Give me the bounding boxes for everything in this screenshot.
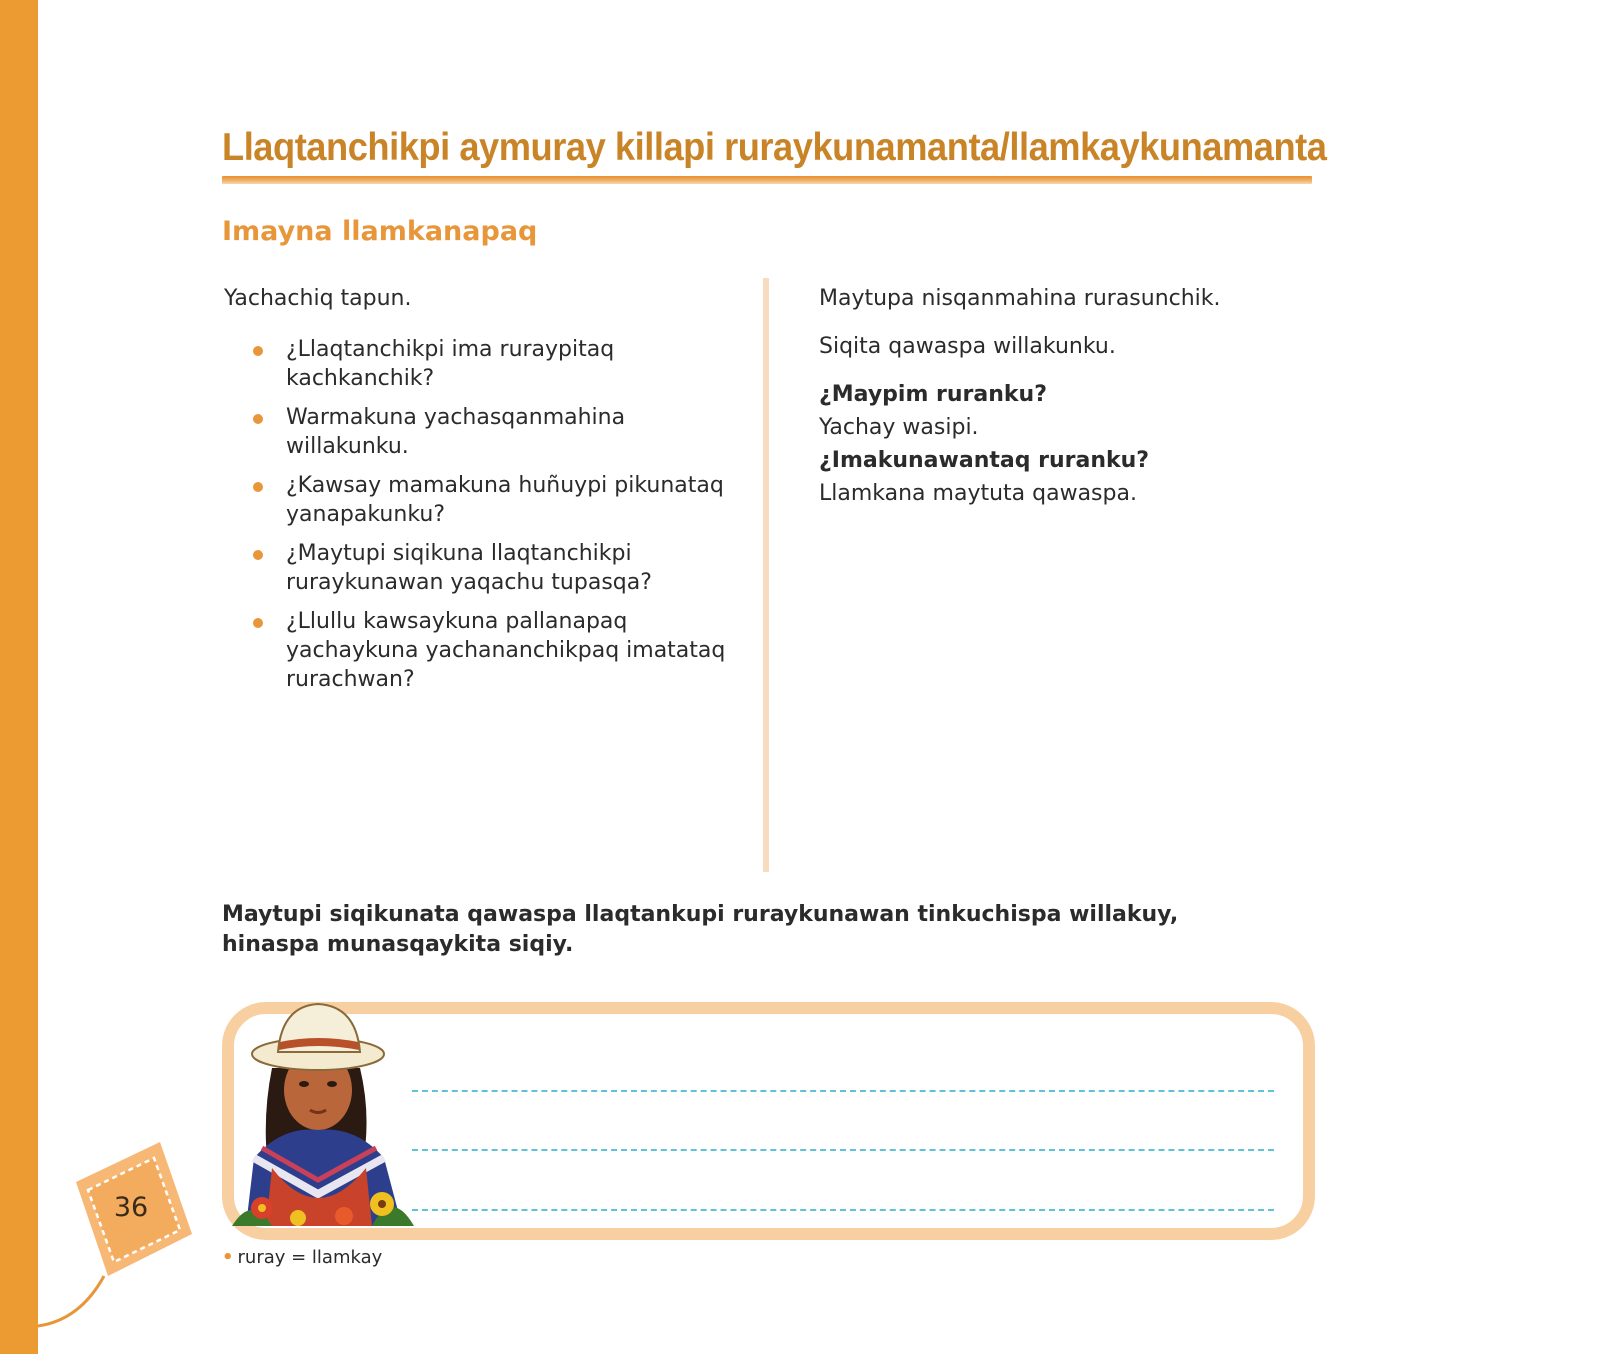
question-text: ¿Llaqtanchikpi ima ruraypitaq kachkanchik? [286, 337, 615, 391]
bullet-icon [253, 482, 263, 492]
intro-text: Yachachiq tapun. [224, 286, 412, 311]
answer-text: Yachay wasipi. [819, 415, 979, 440]
title-underline [222, 176, 1312, 184]
page-title: Llaqtanchikpi aymuray killapi ruraykunamanta/llamkaykunamanta [222, 126, 1327, 169]
list-item [286, 403, 744, 461]
section-subtitle: Imayna llamkanapaq [222, 216, 538, 247]
question-heading: ¿Maypim ruranku? [819, 382, 1047, 407]
right-paragraph: Maytupa nisqanmahina rurasunchik. [819, 286, 1221, 311]
answer-text: Llamkana maytuta qawaspa. [819, 481, 1137, 506]
list-item [286, 539, 744, 597]
writing-line[interactable] [412, 1149, 1274, 1151]
right-paragraph: Siqita qawaspa willakunku. [819, 334, 1116, 359]
bullet-icon [253, 346, 263, 356]
writing-line[interactable] [412, 1209, 1274, 1211]
left-column [224, 284, 744, 704]
question-heading: ¿Imakunawantaq ruranku? [819, 448, 1150, 473]
bullet-icon [253, 618, 263, 628]
question-text: ¿Maytupi siqikuna llaqtanchikpi ruraykunawan yaqachu tupasqa? [286, 541, 652, 595]
question-text: ¿Kawsay mamakuna huñuypi pikunataq yanapakunku? [286, 473, 724, 527]
list-item [286, 335, 744, 393]
andean-girl-illustration [232, 998, 414, 1226]
activity-instruction: Maytupi siqikunata qawaspa llaqtankupi ruraykunawan tinkuchispa willakuy, hinaspa munasqaykita siqiy. [222, 902, 1179, 957]
writing-line[interactable] [412, 1090, 1274, 1092]
footnote [222, 1247, 382, 1268]
right-column [819, 284, 1299, 512]
footnote-text: ruray = llamkay [237, 1247, 383, 1268]
page-number: 36 [113, 1192, 149, 1223]
column-divider [763, 278, 769, 872]
bullet-icon [253, 550, 263, 560]
kite-page-badge-icon [0, 1130, 200, 1354]
question-text: Warmakuna yachasqanmahina willakunku. [286, 405, 626, 459]
list-item [286, 471, 744, 529]
footnote-bullet-icon: • [222, 1247, 234, 1268]
question-text: ¿Llullu kawsaykuna pallanapaq yachaykuna yachananchikpaq imatataq rurachwan? [286, 609, 726, 692]
question-list [224, 335, 744, 694]
bullet-icon [253, 414, 263, 424]
list-item [286, 607, 744, 694]
